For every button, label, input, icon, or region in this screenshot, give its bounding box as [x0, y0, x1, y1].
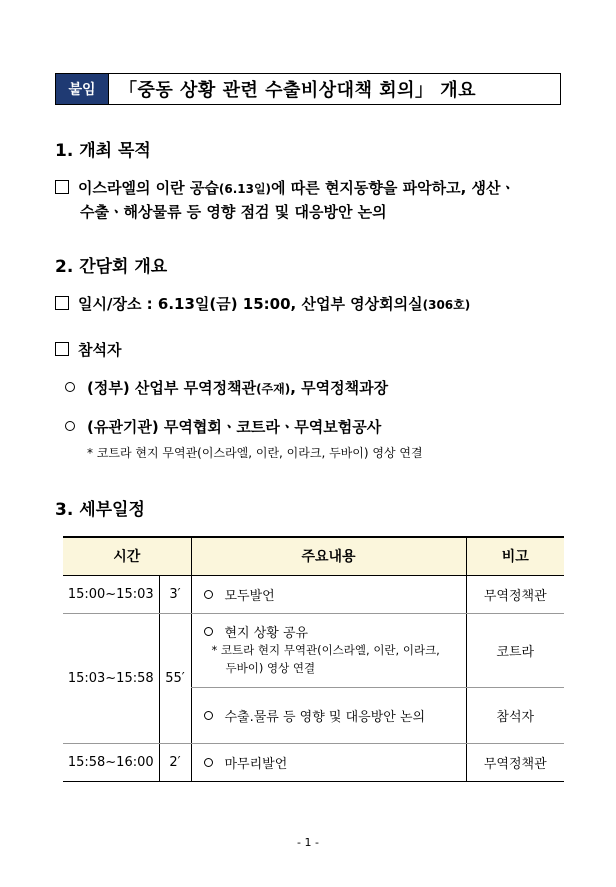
title-box: [55, 73, 561, 105]
header-note: 비고: [466, 537, 564, 575]
checkbox-square-icon: [55, 180, 69, 194]
table-header-row: [63, 537, 564, 575]
sub-note-line2: 두바이) 영상 연결: [225, 660, 316, 675]
bullet-circle-icon: [204, 711, 213, 720]
attendee-organizations: (유관기관) 무역협회ㆍ코트라ㆍ무역보험공사: [65, 415, 381, 439]
header-content: 주요내용: [191, 537, 466, 575]
time-cell: 15:58~16:00: [63, 743, 159, 781]
kotra-note: * 코트라 현지 무역관(이스라엘, 이란, 이라크, 두바이) 영상 연결: [87, 446, 423, 460]
section2-heading: 2. 간담회 개요: [55, 257, 168, 277]
table-row: [63, 613, 564, 687]
time-cell: 15:00~15:03: [63, 575, 159, 613]
schedule-table: [63, 536, 564, 782]
purpose-line2: 수출ㆍ해상물류 등 영향 점검 및 대응방안 논의: [80, 203, 387, 221]
note-cell: 무역정책관: [466, 575, 564, 613]
section3-heading: 3. 세부일정: [55, 500, 145, 520]
section1-heading: 1. 개최 목적: [55, 141, 151, 161]
duration-cell: 3′: [159, 575, 191, 613]
note-cell: 참석자: [466, 687, 564, 743]
attendees-label: 참석자: [55, 338, 121, 362]
purpose-line1: 이스라엘의 이란 공습(6.13일)에 따른 현지동향을 파악하고, 생산ㆍ: [55, 176, 515, 200]
page-number: - 1 -: [297, 836, 319, 849]
document-title: 「중동 상황 관련 수출비상대책 회의」 개요: [119, 80, 477, 101]
content-cell: 수출.물류 등 영향 및 대응방안 논의: [191, 687, 466, 743]
bullet-circle-icon: [204, 590, 213, 599]
time-cell: 15:03~15:58: [63, 613, 159, 743]
checkbox-square-icon: [55, 296, 69, 310]
content-cell: 모두발언: [191, 575, 466, 613]
bullet-circle-icon: [65, 421, 75, 431]
duration-cell: 55′: [159, 613, 191, 743]
purpose-paragraph: [55, 176, 515, 224]
bullet-circle-icon: [204, 627, 213, 636]
duration-cell: 2′: [159, 743, 191, 781]
table-row: [63, 743, 564, 781]
attendee-government: (정부) 산업부 무역정책관(주재), 무역정책과장: [65, 376, 388, 400]
attachment-badge: 붙임: [56, 74, 108, 104]
header-time: 시간: [63, 537, 191, 575]
bullet-circle-icon: [65, 382, 75, 392]
bullet-circle-icon: [204, 758, 213, 767]
content-cell: 마무리발언: [191, 743, 466, 781]
table-row: [63, 575, 564, 613]
sub-note-line1: * 코트라 현지 무역관(이스라엘, 이란, 이라크,: [211, 642, 440, 657]
schedule-line: 일시/장소 : 6.13일(금) 15:00, 산업부 영상회의실(306호): [55, 292, 470, 316]
content-cell: 현지 상황 공유 * 코트라 현지 무역관(이스라엘, 이란, 이라크, 두바이) 영상 연결: [191, 613, 466, 687]
checkbox-square-icon: [55, 342, 69, 356]
note-cell: 무역정책관: [466, 743, 564, 781]
note-cell: 코트라: [466, 613, 564, 687]
